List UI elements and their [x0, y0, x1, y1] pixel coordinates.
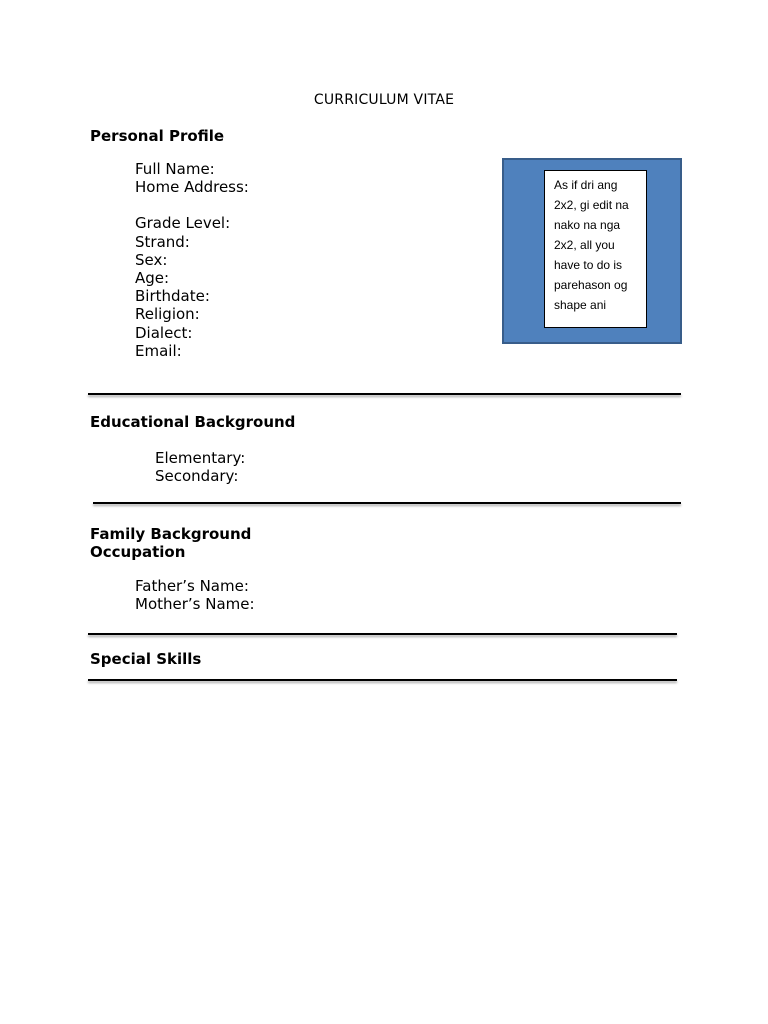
section-divider	[88, 393, 681, 395]
photo-note-line: 2x2, all you	[554, 238, 615, 252]
field-birthdate: Birthdate:	[135, 287, 210, 306]
personal-profile-heading: Personal Profile	[90, 127, 225, 145]
field-dialect: Dialect:	[135, 323, 193, 342]
photo-note-line: As if dri ang	[554, 178, 618, 192]
field-sex: Sex:	[135, 250, 168, 269]
photo-note-line: parehason og	[554, 278, 628, 292]
photo-placeholder-textbox[interactable]	[544, 170, 647, 328]
field-spacer	[135, 196, 249, 214]
field-strand: Strand:	[135, 232, 190, 251]
document-title: CURRICULUM VITAE	[313, 92, 455, 108]
photo-note-line: shape ani	[554, 298, 607, 312]
special-skills-heading: Special Skills	[90, 650, 202, 668]
family-background-heading	[90, 525, 251, 561]
field-fathers-name: Father’s Name:	[135, 577, 249, 595]
photo-note-line: nako na nga	[554, 218, 621, 232]
section-divider	[88, 633, 677, 635]
photo-note-line: have to do is	[554, 258, 623, 272]
field-secondary: Secondary:	[155, 467, 239, 486]
field-mothers-name: Mother’s Name:	[135, 595, 255, 614]
family-background-heading-line1: Family Background	[90, 525, 252, 543]
family-background-heading-line2: Occupation	[90, 543, 186, 561]
field-grade-level: Grade Level:	[135, 214, 231, 233]
section-divider	[88, 679, 677, 681]
field-email: Email:	[135, 341, 182, 360]
field-home-address: Home Address:	[135, 178, 249, 197]
photo-note-line: 2x2, gi edit na	[554, 198, 629, 212]
field-age: Age:	[135, 269, 170, 288]
family-background-fields	[135, 577, 255, 613]
section-divider	[93, 502, 681, 504]
personal-profile-fields	[135, 160, 249, 360]
educational-background-fields	[155, 449, 245, 485]
field-religion: Religion:	[135, 305, 200, 324]
field-elementary: Elementary:	[155, 449, 246, 467]
field-full-name: Full Name:	[135, 160, 215, 178]
educational-background-heading: Educational Background	[90, 413, 296, 431]
